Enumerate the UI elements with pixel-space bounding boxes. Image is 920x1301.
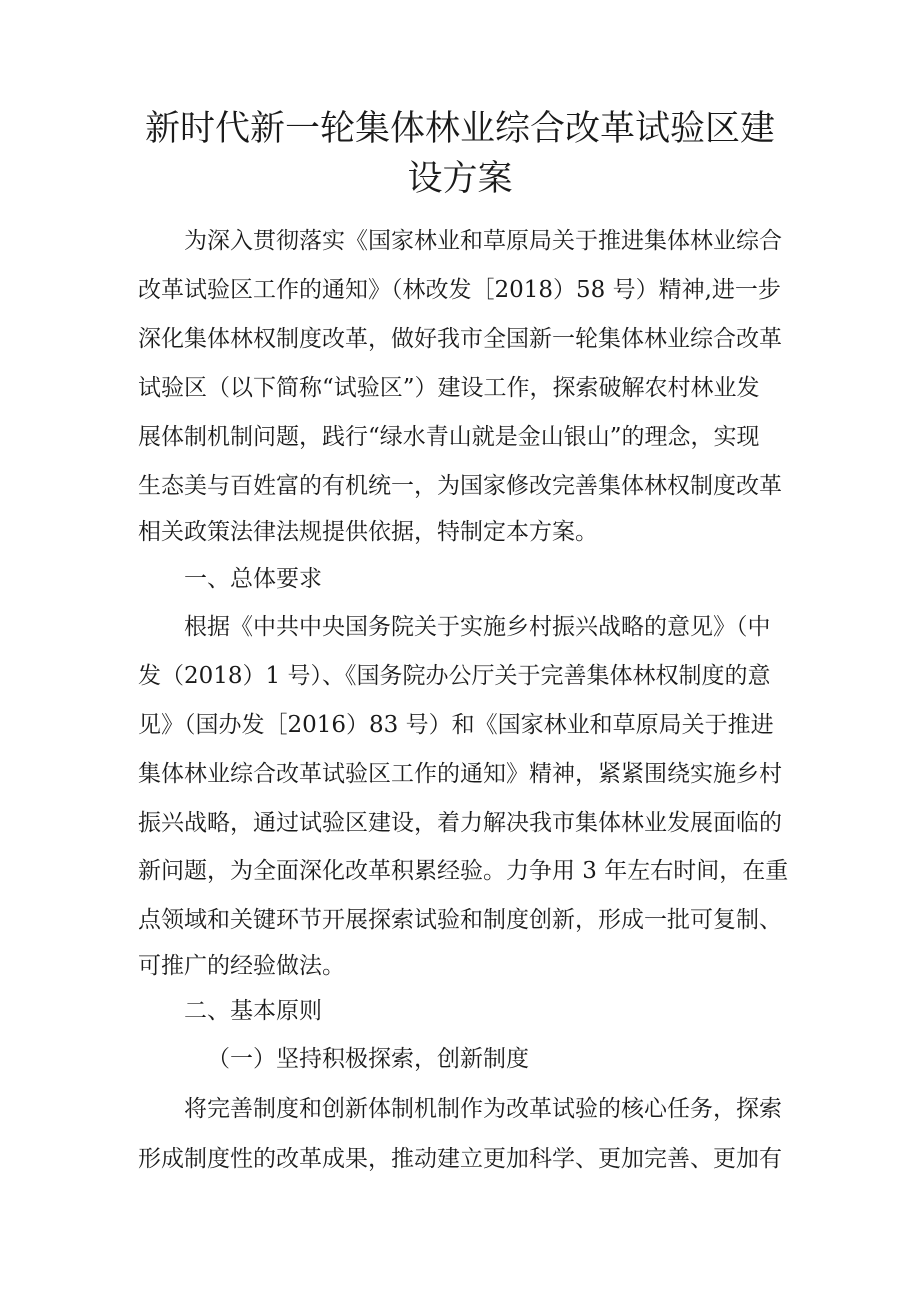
paragraph-line: 振兴战略，通过试验区建设，着力解决我市集体林业发展面临的	[138, 810, 782, 836]
paragraph-line: 试验区（以下简称“试验区”）建设工作，探索破解农村林业发	[138, 375, 760, 401]
paragraph-line: 根据《中共中央国务院关于实施乡村振兴战略的意见》（中	[184, 614, 771, 640]
paragraph-line: 可推广的经验做法。	[138, 953, 345, 979]
paragraph-line: 形成制度性的改革成果，推动建立更加科学、更加完善、更加有	[138, 1146, 782, 1172]
paragraph-line: 相关政策法律法规提供依据，特制定本方案。	[138, 519, 598, 545]
section-heading-overall-requirements: 一、总体要求	[184, 566, 322, 592]
document-title-line-1: 新时代新一轮集体林业综合改革试验区建	[144, 109, 775, 149]
paragraph-line: 展体制机制问题，践行“绿水青山就是金山银山”的理念，实现	[138, 424, 760, 450]
document-title-line-2: 设方案	[407, 159, 513, 199]
paragraph-line: 改革试验区工作的通知》（林改发［2018）58 号）精神,进一步	[138, 277, 781, 303]
section-heading-basic-principles: 二、基本原则	[184, 998, 322, 1024]
subsection-heading: （一）坚持积极探索，创新制度	[207, 1046, 529, 1072]
paragraph-line: 生态美与百姓富的有机统一，为国家修改完善集体林权制度改革	[138, 473, 782, 499]
paragraph-line: 将完善制度和创新体制机制作为改革试验的核心任务，探索	[184, 1096, 782, 1122]
paragraph-line: 新问题，为全面深化改革积累经验。力争用 3 年左右时间，在重	[138, 858, 789, 884]
paragraph-line: 见》（国办发［2016）83 号）和《国家林业和草原局关于推进	[138, 712, 774, 738]
paragraph-line: 点领域和关键环节开展探索试验和制度创新，形成一批可复制、	[138, 907, 782, 933]
paragraph-line: 发（2018）1 号）、《国务院办公厅关于完善集体林权制度的意	[138, 663, 771, 689]
paragraph-line: 深化集体林权制度改革，做好我市全国新一轮集体林业综合改革	[138, 326, 782, 352]
paragraph-line: 集体林业综合改革试验区工作的通知》精神，紧紧围绕实施乡村	[138, 761, 782, 787]
paragraph-line: 为深入贯彻落实《国家林业和草原局关于推进集体林业综合	[184, 228, 782, 254]
